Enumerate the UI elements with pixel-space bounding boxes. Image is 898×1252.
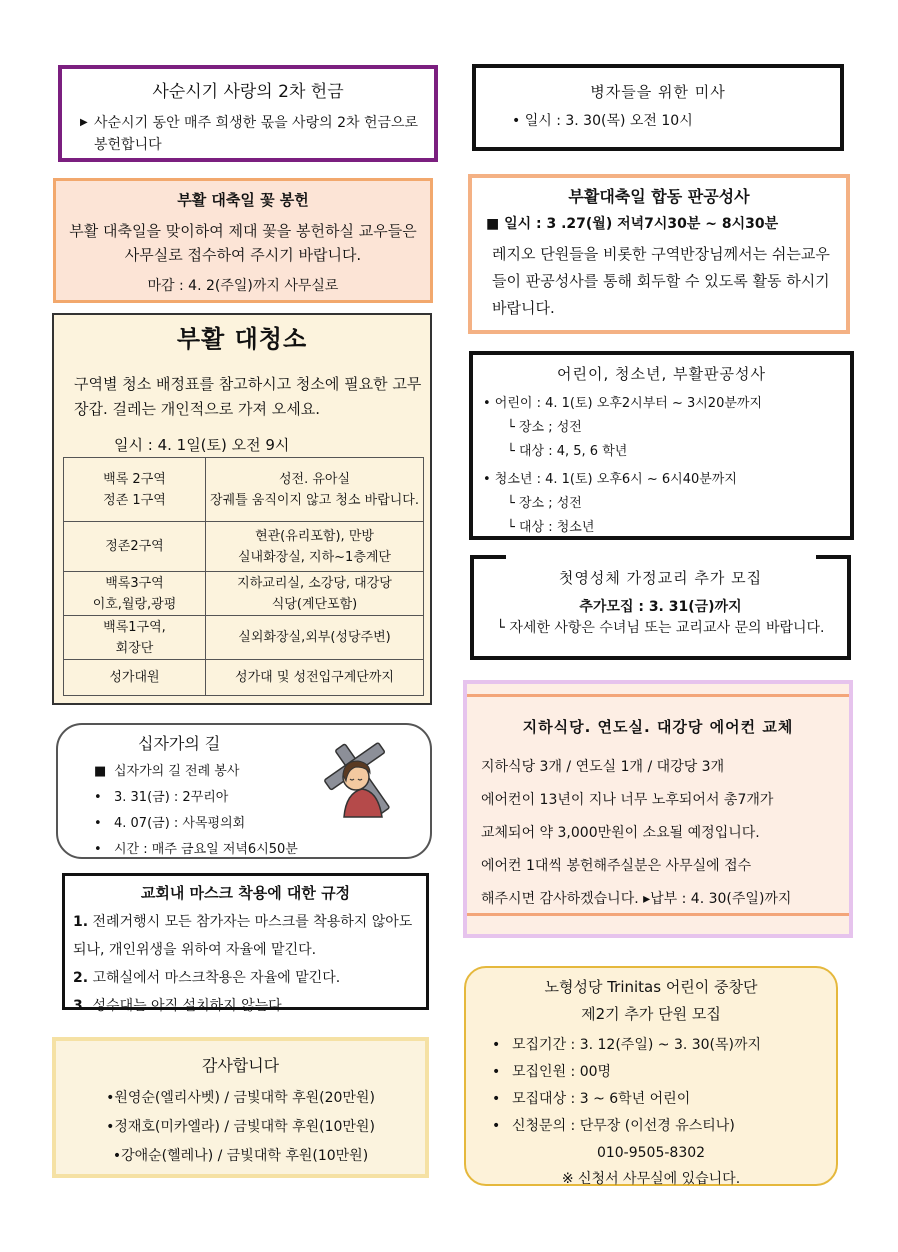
divider: [467, 913, 849, 916]
cleaning-assignment-table: [63, 457, 424, 696]
youth-penance-line: └ 장소 ; 성전: [507, 496, 582, 511]
aircon-line: 지하식당 3개 / 연도실 1개 / 대강당 3개: [481, 759, 725, 775]
easter-cleaning-date: 일시 : 4. 1일(토) 오전 9시: [114, 436, 290, 454]
aircon-line: 교체되어 약 3,000만원이 소요될 예정입니다.: [481, 825, 760, 841]
list-item: • 신청문의 : 단무장 (이선경 유스티나): [492, 1113, 822, 1140]
youth-penance-line: └ 대상 : 청소년: [507, 520, 595, 535]
catechist-body: └ 자세한 사항은 수녀님 또는 교리교사 문의 바랍니다.: [496, 620, 825, 636]
aircon-line: 해주시면 감사하겠습니다. ▸납부 : 4. 30(주일)까지: [481, 891, 792, 907]
square-bullet-icon: ■: [94, 764, 107, 779]
table-row: [64, 616, 424, 660]
area-cell: 실외화장실,외부(성당주변): [206, 616, 424, 660]
dot-bullet-icon: •: [94, 816, 102, 831]
list-item: • 모집기간 : 3. 12(주일) ~ 3. 30(목)까지: [492, 1032, 822, 1059]
youth-penance-title: 어린이, 청소년, 부활판공성사: [557, 365, 766, 383]
jesus-carrying-cross-illustration: [316, 737, 412, 819]
youth-penance-notice: [469, 351, 854, 540]
choir-title: 노형성당 Trinitas 어린이 중창단: [544, 978, 758, 996]
donor-row: •강애순(헬레나) / 금빛대학 후원(10만원): [112, 1148, 369, 1164]
aircon-replacement-notice: [463, 680, 853, 938]
mask-rule-3: 3. 성수대는 아직 설치하지 않는다.: [73, 998, 287, 1014]
mass-sick-title: 병자들을 위한 미사: [590, 83, 726, 101]
dot-bullet-icon: •: [492, 1064, 501, 1080]
choir-details-list: [480, 1032, 822, 1140]
choir-subtitle: 제2기 추가 단원 모집: [581, 1005, 721, 1023]
list-item: • 모집대상 : 3 ~ 6학년 어린이: [492, 1086, 822, 1113]
dot-bullet-icon: •: [492, 1091, 501, 1107]
list-item: ■ 십자가의 길 전례 봉사: [94, 759, 418, 785]
dot-bullet-icon: •: [492, 1037, 501, 1053]
triangle-bullet-icon: ▶: [80, 117, 88, 128]
thanks-notice: [52, 1037, 429, 1178]
easter-flowers-body: 부활 대축일을 맞이하여 제대 꽃을 봉헌하실 교우들은 사무실로 접수하여 주시기 바랍니다.: [69, 222, 417, 264]
youth-penance-line: • 어린이 : 4. 1(토) 오후2시부터 ~ 3시20분까지: [483, 396, 763, 411]
easter-flowers-title: 부활 대축일 꽃 봉헌: [177, 191, 309, 209]
zone-cell: 백록3구역 이호,월랑,광평: [64, 572, 206, 616]
catechist-recruit-notice: [470, 555, 851, 660]
area-cell: 성가대 및 성전입구계단까지: [206, 660, 424, 696]
lent-offering-body: 사순시기 동안 매주 희생한 몫을 사랑의 2차 헌금으로 봉헌합니다: [94, 115, 419, 153]
mask-rule-2: 2. 고해실에서 마스크착용은 자율에 맡긴다.: [73, 970, 341, 986]
zone-cell: 성가대원: [64, 660, 206, 696]
stations-title: 십자가의 길: [138, 734, 221, 753]
donor-row: •원영순(엘리사벳) / 금빛대학 후원(20만원): [106, 1090, 375, 1106]
border-gap: [506, 555, 816, 559]
youth-penance-line: • 청소년 : 4. 1(토) 오후6시 ~ 6시40분까지: [483, 472, 737, 487]
dot-bullet-icon: •: [94, 842, 102, 857]
easter-cleaning-intro: 구역별 청소 배정표를 참고하시고 청소에 필요한 고무장갑. 걸레는 개인적으로 가져 오세요.: [74, 375, 422, 418]
list-item: • 모집인원 : 00명: [492, 1059, 822, 1086]
penance-body: 레지오 단원들을 비롯한 구역반장님께서는 쉬는교우들이 판공성사를 통해 회두할 수 있도록 활동 하시기 바랍니다.: [492, 245, 830, 317]
list-item: • 3. 31(금) : 2꾸리아: [94, 785, 418, 811]
penance-service-notice: [468, 174, 850, 334]
mass-sick-date: • 일시 : 3. 30(목) 오전 10시: [512, 113, 693, 129]
easter-flowers-deadline: 마감 : 4. 2(주일)까지 사무실로: [147, 278, 339, 294]
list-item: • 시간 : 매주 금요일 저녁6시50분: [94, 837, 418, 863]
aircon-line: 에어컨 1대씩 봉헌해주실분은 사무실에 접수: [481, 858, 752, 874]
lent-offering-notice: [58, 65, 438, 162]
catechist-date: 추가모집 : 3. 31(금)까지: [579, 599, 742, 615]
donor-row: •정재호(미카엘라) / 금빛대학 후원(10만원): [106, 1119, 375, 1135]
table-row: [64, 572, 424, 616]
mask-rules-notice: [62, 873, 429, 1014]
mask-rule-1: 1. 전례거행시 모든 참가자는 마스크를 착용하지 않아도 되나, 개인위생을 위하여 자율에 맡긴다.: [73, 914, 413, 958]
stations-of-cross-notice: [56, 723, 432, 859]
dot-bullet-icon: •: [94, 790, 102, 805]
zone-cell: 정존2구역: [64, 522, 206, 572]
easter-cleaning-notice: [52, 313, 432, 705]
table-row: [64, 458, 424, 522]
choir-phone: 010-9505-8302: [596, 1145, 706, 1161]
table-row: [64, 660, 424, 696]
area-cell: 현관(유리포함), 만방 실내화장실, 지하~1층계단: [206, 522, 424, 572]
mask-rules-title: 교회내 마스크 착용에 대한 규정: [140, 884, 351, 902]
table-row: [64, 522, 424, 572]
penance-date: ■ 일시 : 3 .27(월) 저녁7시30분 ~ 8시30분: [486, 216, 779, 232]
list-item: • 4. 07(금) : 사목평의회: [94, 811, 418, 837]
easter-flowers-notice: [53, 178, 433, 303]
choir-note: ※ 신청서 사무실에 있습니다.: [561, 1171, 741, 1187]
penance-title: 부활대축일 합동 판공성사: [568, 187, 750, 206]
youth-penance-line: └ 대상 : 4, 5, 6 학년: [507, 444, 628, 459]
area-cell: 성전. 유아실 장궤틀 움직이지 않고 청소 바랍니다.: [206, 458, 424, 522]
area-cell: 지하교리실, 소강당, 대강당 식당(계단포함): [206, 572, 424, 616]
dot-bullet-icon: •: [492, 1118, 501, 1134]
zone-cell: 백록1구역, 회장단: [64, 616, 206, 660]
zone-cell: 백록 2구역 정존 1구역: [64, 458, 206, 522]
choir-recruit-notice: [464, 966, 838, 1186]
thanks-title: 감사합니다: [201, 1056, 280, 1075]
catechist-title: 첫영성체 가정교리 추가 모집: [558, 569, 763, 587]
easter-cleaning-title: 부활 대청소: [176, 325, 308, 353]
aircon-line: 에어컨이 13년이 지나 너무 노후되어서 총7개가: [481, 792, 774, 808]
aircon-title: 지하식당. 연도실. 대강당 에어컨 교체: [522, 718, 794, 736]
youth-penance-line: └ 장소 ; 성전: [507, 420, 582, 435]
mass-for-sick-notice: [472, 64, 844, 151]
divider: [467, 694, 849, 697]
lent-offering-title: 사순시기 사랑의 2차 헌금: [152, 82, 344, 102]
